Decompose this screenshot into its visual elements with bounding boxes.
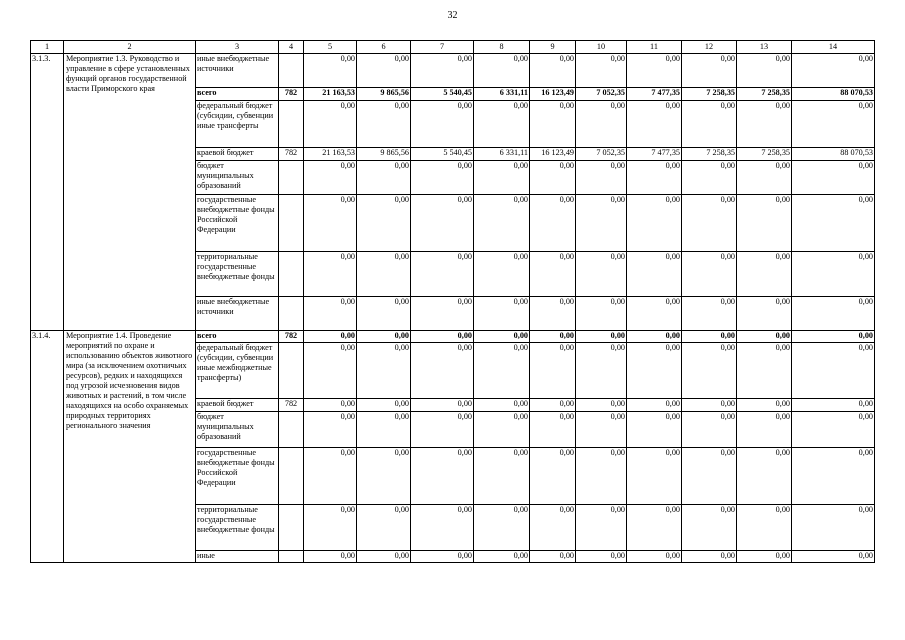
amount-cell: 0,00 xyxy=(474,101,530,148)
amount-cell: 7 477,35 xyxy=(627,88,682,101)
amount-cell: 0,00 xyxy=(304,331,357,343)
grbs-code xyxy=(279,343,304,399)
amount-cell: 0,00 xyxy=(576,331,627,343)
amount-cell: 0,00 xyxy=(530,412,576,448)
amount-cell: 0,00 xyxy=(682,101,737,148)
amount-cell: 0,00 xyxy=(792,101,875,148)
amount-cell: 0,00 xyxy=(304,161,357,195)
amount-cell: 7 052,35 xyxy=(576,148,627,161)
amount-cell: 0,00 xyxy=(627,161,682,195)
amount-cell: 0,00 xyxy=(530,195,576,252)
amount-cell: 0,00 xyxy=(357,343,411,399)
column-header-5: 5 xyxy=(304,41,357,54)
amount-cell: 0,00 xyxy=(411,54,474,88)
amount-cell: 88 070,53 xyxy=(792,88,875,101)
amount-cell: 7 258,35 xyxy=(682,148,737,161)
amount-cell: 0,00 xyxy=(304,101,357,148)
amount-cell: 0,00 xyxy=(792,551,875,563)
amount-cell: 0,00 xyxy=(474,343,530,399)
amount-cell: 0,00 xyxy=(357,54,411,88)
amount-cell: 0,00 xyxy=(411,101,474,148)
amount-cell: 0,00 xyxy=(304,505,357,551)
funding-source: территориальные государственные внебюджетные фонды xyxy=(196,252,279,297)
column-header-9: 9 xyxy=(530,41,576,54)
amount-cell: 0,00 xyxy=(530,252,576,297)
amount-cell: 0,00 xyxy=(576,101,627,148)
item-name: Мероприятие 1.3. Руководство и управление в сфере установленных функций органов государственной власти Приморского края xyxy=(64,54,196,331)
amount-cell: 0,00 xyxy=(792,399,875,412)
amount-cell: 7 258,35 xyxy=(737,88,792,101)
grbs-code: 782 xyxy=(279,88,304,101)
amount-cell: 0,00 xyxy=(474,161,530,195)
amount-cell: 0,00 xyxy=(627,54,682,88)
amount-cell: 0,00 xyxy=(576,412,627,448)
amount-cell: 0,00 xyxy=(411,343,474,399)
funding-source: иные внебюджетные источники xyxy=(196,54,279,88)
grbs-code xyxy=(279,252,304,297)
column-header-4: 4 xyxy=(279,41,304,54)
amount-cell: 6 331,11 xyxy=(474,148,530,161)
amount-cell: 0,00 xyxy=(627,297,682,331)
amount-cell: 0,00 xyxy=(737,101,792,148)
funding-source: федеральный бюджет (субсидии, субвенции иные межбюджетные трансферты) xyxy=(196,343,279,399)
amount-cell: 0,00 xyxy=(357,331,411,343)
amount-cell: 0,00 xyxy=(792,412,875,448)
amount-cell: 0,00 xyxy=(576,399,627,412)
amount-cell: 0,00 xyxy=(357,195,411,252)
amount-cell: 0,00 xyxy=(304,297,357,331)
grbs-code xyxy=(279,54,304,88)
amount-cell: 5 540,45 xyxy=(411,88,474,101)
amount-cell: 0,00 xyxy=(357,412,411,448)
amount-cell: 0,00 xyxy=(792,252,875,297)
amount-cell: 0,00 xyxy=(576,54,627,88)
amount-cell: 0,00 xyxy=(627,399,682,412)
table-body xyxy=(31,54,875,563)
amount-cell: 0,00 xyxy=(411,448,474,505)
budget-table xyxy=(30,40,875,563)
amount-cell: 7 258,35 xyxy=(737,148,792,161)
grbs-code xyxy=(279,551,304,563)
amount-cell: 0,00 xyxy=(627,101,682,148)
amount-cell: 0,00 xyxy=(474,252,530,297)
amount-cell: 0,00 xyxy=(530,54,576,88)
amount-cell: 0,00 xyxy=(737,412,792,448)
amount-cell: 0,00 xyxy=(737,195,792,252)
amount-cell: 0,00 xyxy=(474,412,530,448)
funding-source: всего xyxy=(196,331,279,343)
item-name: Мероприятие 1.4. Проведение мероприятий по охране и использованию объектов животного мира (за исключением охотничьих ресурсов), редких и находящихся под угрозой исчезновения видов животных и растений, в том числе находящихся на особо охраняемых природных территориях регионального значения xyxy=(64,331,196,563)
amount-cell: 0,00 xyxy=(304,54,357,88)
amount-cell: 0,00 xyxy=(411,161,474,195)
amount-cell: 0,00 xyxy=(576,448,627,505)
amount-cell: 0,00 xyxy=(357,399,411,412)
amount-cell: 0,00 xyxy=(627,195,682,252)
amount-cell: 0,00 xyxy=(530,448,576,505)
amount-cell: 0,00 xyxy=(682,54,737,88)
column-header-10: 10 xyxy=(576,41,627,54)
amount-cell: 0,00 xyxy=(474,195,530,252)
amount-cell: 0,00 xyxy=(357,101,411,148)
amount-cell: 0,00 xyxy=(576,551,627,563)
amount-cell: 0,00 xyxy=(357,551,411,563)
amount-cell: 0,00 xyxy=(627,412,682,448)
amount-cell: 0,00 xyxy=(357,505,411,551)
amount-cell: 0,00 xyxy=(682,343,737,399)
grbs-code xyxy=(279,412,304,448)
funding-source: краевой бюджет xyxy=(196,148,279,161)
amount-cell: 9 865,56 xyxy=(357,88,411,101)
amount-cell: 7 477,35 xyxy=(627,148,682,161)
amount-cell: 0,00 xyxy=(530,399,576,412)
grbs-code: 782 xyxy=(279,399,304,412)
amount-cell: 0,00 xyxy=(357,297,411,331)
amount-cell: 0,00 xyxy=(304,399,357,412)
amount-cell: 0,00 xyxy=(627,551,682,563)
funding-source: иные внебюджетные источники xyxy=(196,297,279,331)
column-header-3: 3 xyxy=(196,41,279,54)
column-header-2: 2 xyxy=(64,41,196,54)
amount-cell: 0,00 xyxy=(357,161,411,195)
amount-cell: 0,00 xyxy=(474,54,530,88)
amount-cell: 0,00 xyxy=(627,331,682,343)
amount-cell: 0,00 xyxy=(304,252,357,297)
table-row xyxy=(31,331,875,343)
amount-cell: 0,00 xyxy=(411,551,474,563)
amount-cell: 0,00 xyxy=(737,161,792,195)
amount-cell: 0,00 xyxy=(737,297,792,331)
grbs-code xyxy=(279,101,304,148)
item-number: 3.1.4. xyxy=(31,331,64,563)
amount-cell: 0,00 xyxy=(737,331,792,343)
amount-cell: 0,00 xyxy=(792,505,875,551)
funding-source: краевой бюджет xyxy=(196,399,279,412)
amount-cell: 0,00 xyxy=(792,343,875,399)
amount-cell: 0,00 xyxy=(682,297,737,331)
amount-cell: 0,00 xyxy=(411,399,474,412)
amount-cell: 0,00 xyxy=(682,331,737,343)
amount-cell: 21 163,53 xyxy=(304,88,357,101)
amount-cell: 0,00 xyxy=(627,505,682,551)
funding-source: государственные внебюджетные фонды Российской Федерации xyxy=(196,195,279,252)
amount-cell: 0,00 xyxy=(737,399,792,412)
grbs-code xyxy=(279,297,304,331)
amount-cell: 0,00 xyxy=(792,54,875,88)
amount-cell: 0,00 xyxy=(474,399,530,412)
page-number: 32 xyxy=(447,10,458,21)
table-row xyxy=(31,54,875,88)
column-header-7: 7 xyxy=(411,41,474,54)
amount-cell: 21 163,53 xyxy=(304,148,357,161)
funding-source: иные xyxy=(196,551,279,563)
column-header-13: 13 xyxy=(737,41,792,54)
amount-cell: 0,00 xyxy=(304,448,357,505)
header-row xyxy=(31,41,875,54)
amount-cell: 0,00 xyxy=(576,343,627,399)
amount-cell: 0,00 xyxy=(530,343,576,399)
amount-cell: 0,00 xyxy=(530,101,576,148)
amount-cell: 0,00 xyxy=(411,297,474,331)
grbs-code xyxy=(279,161,304,195)
column-header-6: 6 xyxy=(357,41,411,54)
grbs-code xyxy=(279,505,304,551)
amount-cell: 0,00 xyxy=(530,505,576,551)
amount-cell: 0,00 xyxy=(474,331,530,343)
amount-cell: 0,00 xyxy=(304,551,357,563)
column-header-1: 1 xyxy=(31,41,64,54)
amount-cell: 0,00 xyxy=(627,252,682,297)
amount-cell: 16 123,49 xyxy=(530,148,576,161)
amount-cell: 0,00 xyxy=(411,412,474,448)
amount-cell: 0,00 xyxy=(792,297,875,331)
amount-cell: 0,00 xyxy=(737,343,792,399)
amount-cell: 0,00 xyxy=(474,297,530,331)
amount-cell: 0,00 xyxy=(682,505,737,551)
item-number: 3.1.3. xyxy=(31,54,64,331)
amount-cell: 0,00 xyxy=(737,505,792,551)
amount-cell: 0,00 xyxy=(792,331,875,343)
funding-source: бюджет муниципальных образований xyxy=(196,161,279,195)
amount-cell: 0,00 xyxy=(576,297,627,331)
amount-cell: 0,00 xyxy=(304,343,357,399)
amount-cell: 0,00 xyxy=(627,343,682,399)
grbs-code: 782 xyxy=(279,331,304,343)
amount-cell: 0,00 xyxy=(737,448,792,505)
amount-cell: 0,00 xyxy=(530,551,576,563)
amount-cell: 0,00 xyxy=(411,252,474,297)
amount-cell: 0,00 xyxy=(737,252,792,297)
amount-cell: 0,00 xyxy=(357,252,411,297)
amount-cell: 0,00 xyxy=(474,505,530,551)
amount-cell: 0,00 xyxy=(792,195,875,252)
amount-cell: 0,00 xyxy=(792,448,875,505)
amount-cell: 0,00 xyxy=(474,448,530,505)
amount-cell: 0,00 xyxy=(576,195,627,252)
funding-source: государственные внебюджетные фонды Российской Федерации xyxy=(196,448,279,505)
funding-source: бюджет муниципальных образований xyxy=(196,412,279,448)
amount-cell: 0,00 xyxy=(682,161,737,195)
amount-cell: 0,00 xyxy=(411,505,474,551)
amount-cell: 0,00 xyxy=(530,297,576,331)
grbs-code: 782 xyxy=(279,148,304,161)
amount-cell: 6 331,11 xyxy=(474,88,530,101)
grbs-code xyxy=(279,448,304,505)
amount-cell: 7 052,35 xyxy=(576,88,627,101)
column-header-12: 12 xyxy=(682,41,737,54)
funding-source: федеральный бюджет (субсидии, субвенции иные трансферты xyxy=(196,101,279,148)
amount-cell: 0,00 xyxy=(576,505,627,551)
amount-cell: 16 123,49 xyxy=(530,88,576,101)
grbs-code xyxy=(279,195,304,252)
amount-cell: 0,00 xyxy=(627,448,682,505)
amount-cell: 7 258,35 xyxy=(682,88,737,101)
amount-cell: 0,00 xyxy=(682,448,737,505)
amount-cell: 0,00 xyxy=(411,195,474,252)
amount-cell: 0,00 xyxy=(304,412,357,448)
amount-cell: 0,00 xyxy=(737,54,792,88)
amount-cell: 88 070,53 xyxy=(792,148,875,161)
amount-cell: 0,00 xyxy=(682,551,737,563)
amount-cell: 0,00 xyxy=(737,551,792,563)
amount-cell: 0,00 xyxy=(357,448,411,505)
amount-cell: 0,00 xyxy=(530,331,576,343)
amount-cell: 0,00 xyxy=(682,252,737,297)
amount-cell: 9 865,56 xyxy=(357,148,411,161)
amount-cell: 0,00 xyxy=(682,412,737,448)
amount-cell: 0,00 xyxy=(682,195,737,252)
funding-source: территориальные государственные внебюджетные фонды xyxy=(196,505,279,551)
amount-cell: 0,00 xyxy=(576,252,627,297)
column-header-11: 11 xyxy=(627,41,682,54)
amount-cell: 0,00 xyxy=(530,161,576,195)
amount-cell: 0,00 xyxy=(576,161,627,195)
column-header-14: 14 xyxy=(792,41,875,54)
funding-source: всего xyxy=(196,88,279,101)
amount-cell: 0,00 xyxy=(411,331,474,343)
column-header-8: 8 xyxy=(474,41,530,54)
amount-cell: 5 540,45 xyxy=(411,148,474,161)
amount-cell: 0,00 xyxy=(304,195,357,252)
amount-cell: 0,00 xyxy=(682,399,737,412)
amount-cell: 0,00 xyxy=(792,161,875,195)
amount-cell: 0,00 xyxy=(474,551,530,563)
